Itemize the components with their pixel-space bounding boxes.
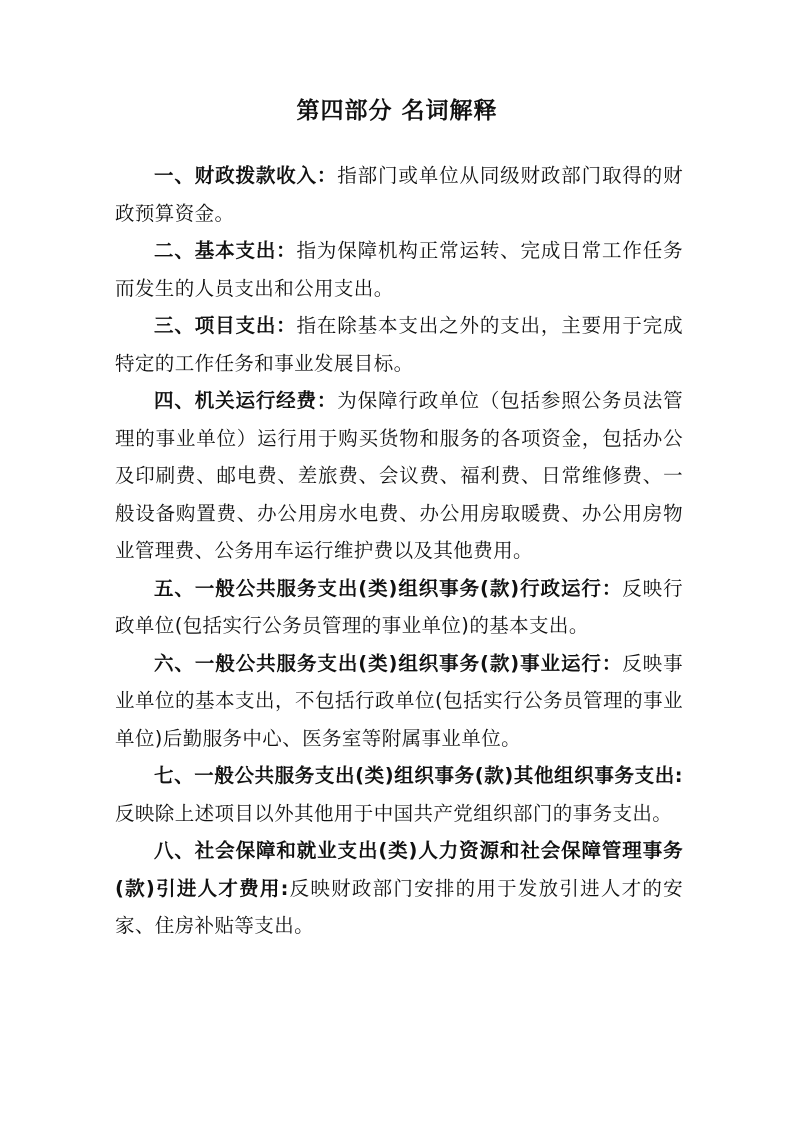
- definition-paragraph: [115, 757, 683, 832]
- definition-text: 指部门或单位从同级财政部门取得的财政预算资金。: [115, 164, 683, 225]
- definition-text: 反映行政单位(包括实行公务员管理的事业单位)的基本支出。: [115, 576, 683, 637]
- definition-text: 指在除基本支出之外的支出，主要用于完成特定的工作任务和事业发展目标。: [115, 314, 683, 375]
- definition-paragraph: [115, 645, 683, 758]
- definition-term: 三、项目支出：: [154, 314, 297, 337]
- definition-text: 指为保障机构正常运转、完成日常工作任务而发生的人员支出和公用支出。: [115, 239, 683, 300]
- definition-term: 八、社会保障和就业支出(类)人力资源和社会保障管理事务(款)引进人才费用:: [115, 839, 683, 900]
- definition-text: 为保障行政单位（包括参照公务员法管理的事业单位）运行用于购买货物和服务的各项资金，包括办公及印刷费、邮电费、差旅费、会议费、福利费、日常维修费、一般设备购置费、办公用房水电费、办公用房取暖费、办公用房物业管理费、公务用车运行维护费以及其他费用。: [115, 389, 683, 562]
- page-title: 第四部分 名词解释: [296, 98, 498, 124]
- definition-paragraph: [115, 157, 683, 232]
- definition-paragraph: [115, 232, 683, 307]
- definition-term: 七、一般公共服务支出(类)组织事务(款)其他组织事务支出:: [154, 764, 683, 787]
- definition-paragraph: [115, 832, 683, 945]
- definition-term: 六、一般公共服务支出(类)组织事务(款)事业运行：: [154, 651, 623, 675]
- definition-term: 二、基本支出：: [154, 239, 297, 262]
- definition-text: 反映事业单位的基本支出，不包括行政单位(包括实行公务员管理的事业单位)后勤服务中心、医务室等附属事业单位。: [115, 651, 683, 750]
- definition-paragraph: [115, 570, 683, 645]
- definition-term: 一、财政拨款收入：: [154, 164, 338, 187]
- definition-term: 四、机关运行经费：: [154, 389, 338, 412]
- definition-text: 反映除上述项目以外其他用于中国共产党组织部门的事务支出。: [115, 801, 673, 825]
- definition-paragraph: [115, 382, 683, 570]
- definition-term: 五、一般公共服务支出(类)组织事务(款)行政运行：: [154, 576, 623, 600]
- definition-paragraph: [115, 307, 683, 382]
- definition-text: 反映财政部门安排的用于发放引进人才的安家、住房补贴等支出。: [115, 876, 683, 937]
- document-body: [115, 157, 683, 945]
